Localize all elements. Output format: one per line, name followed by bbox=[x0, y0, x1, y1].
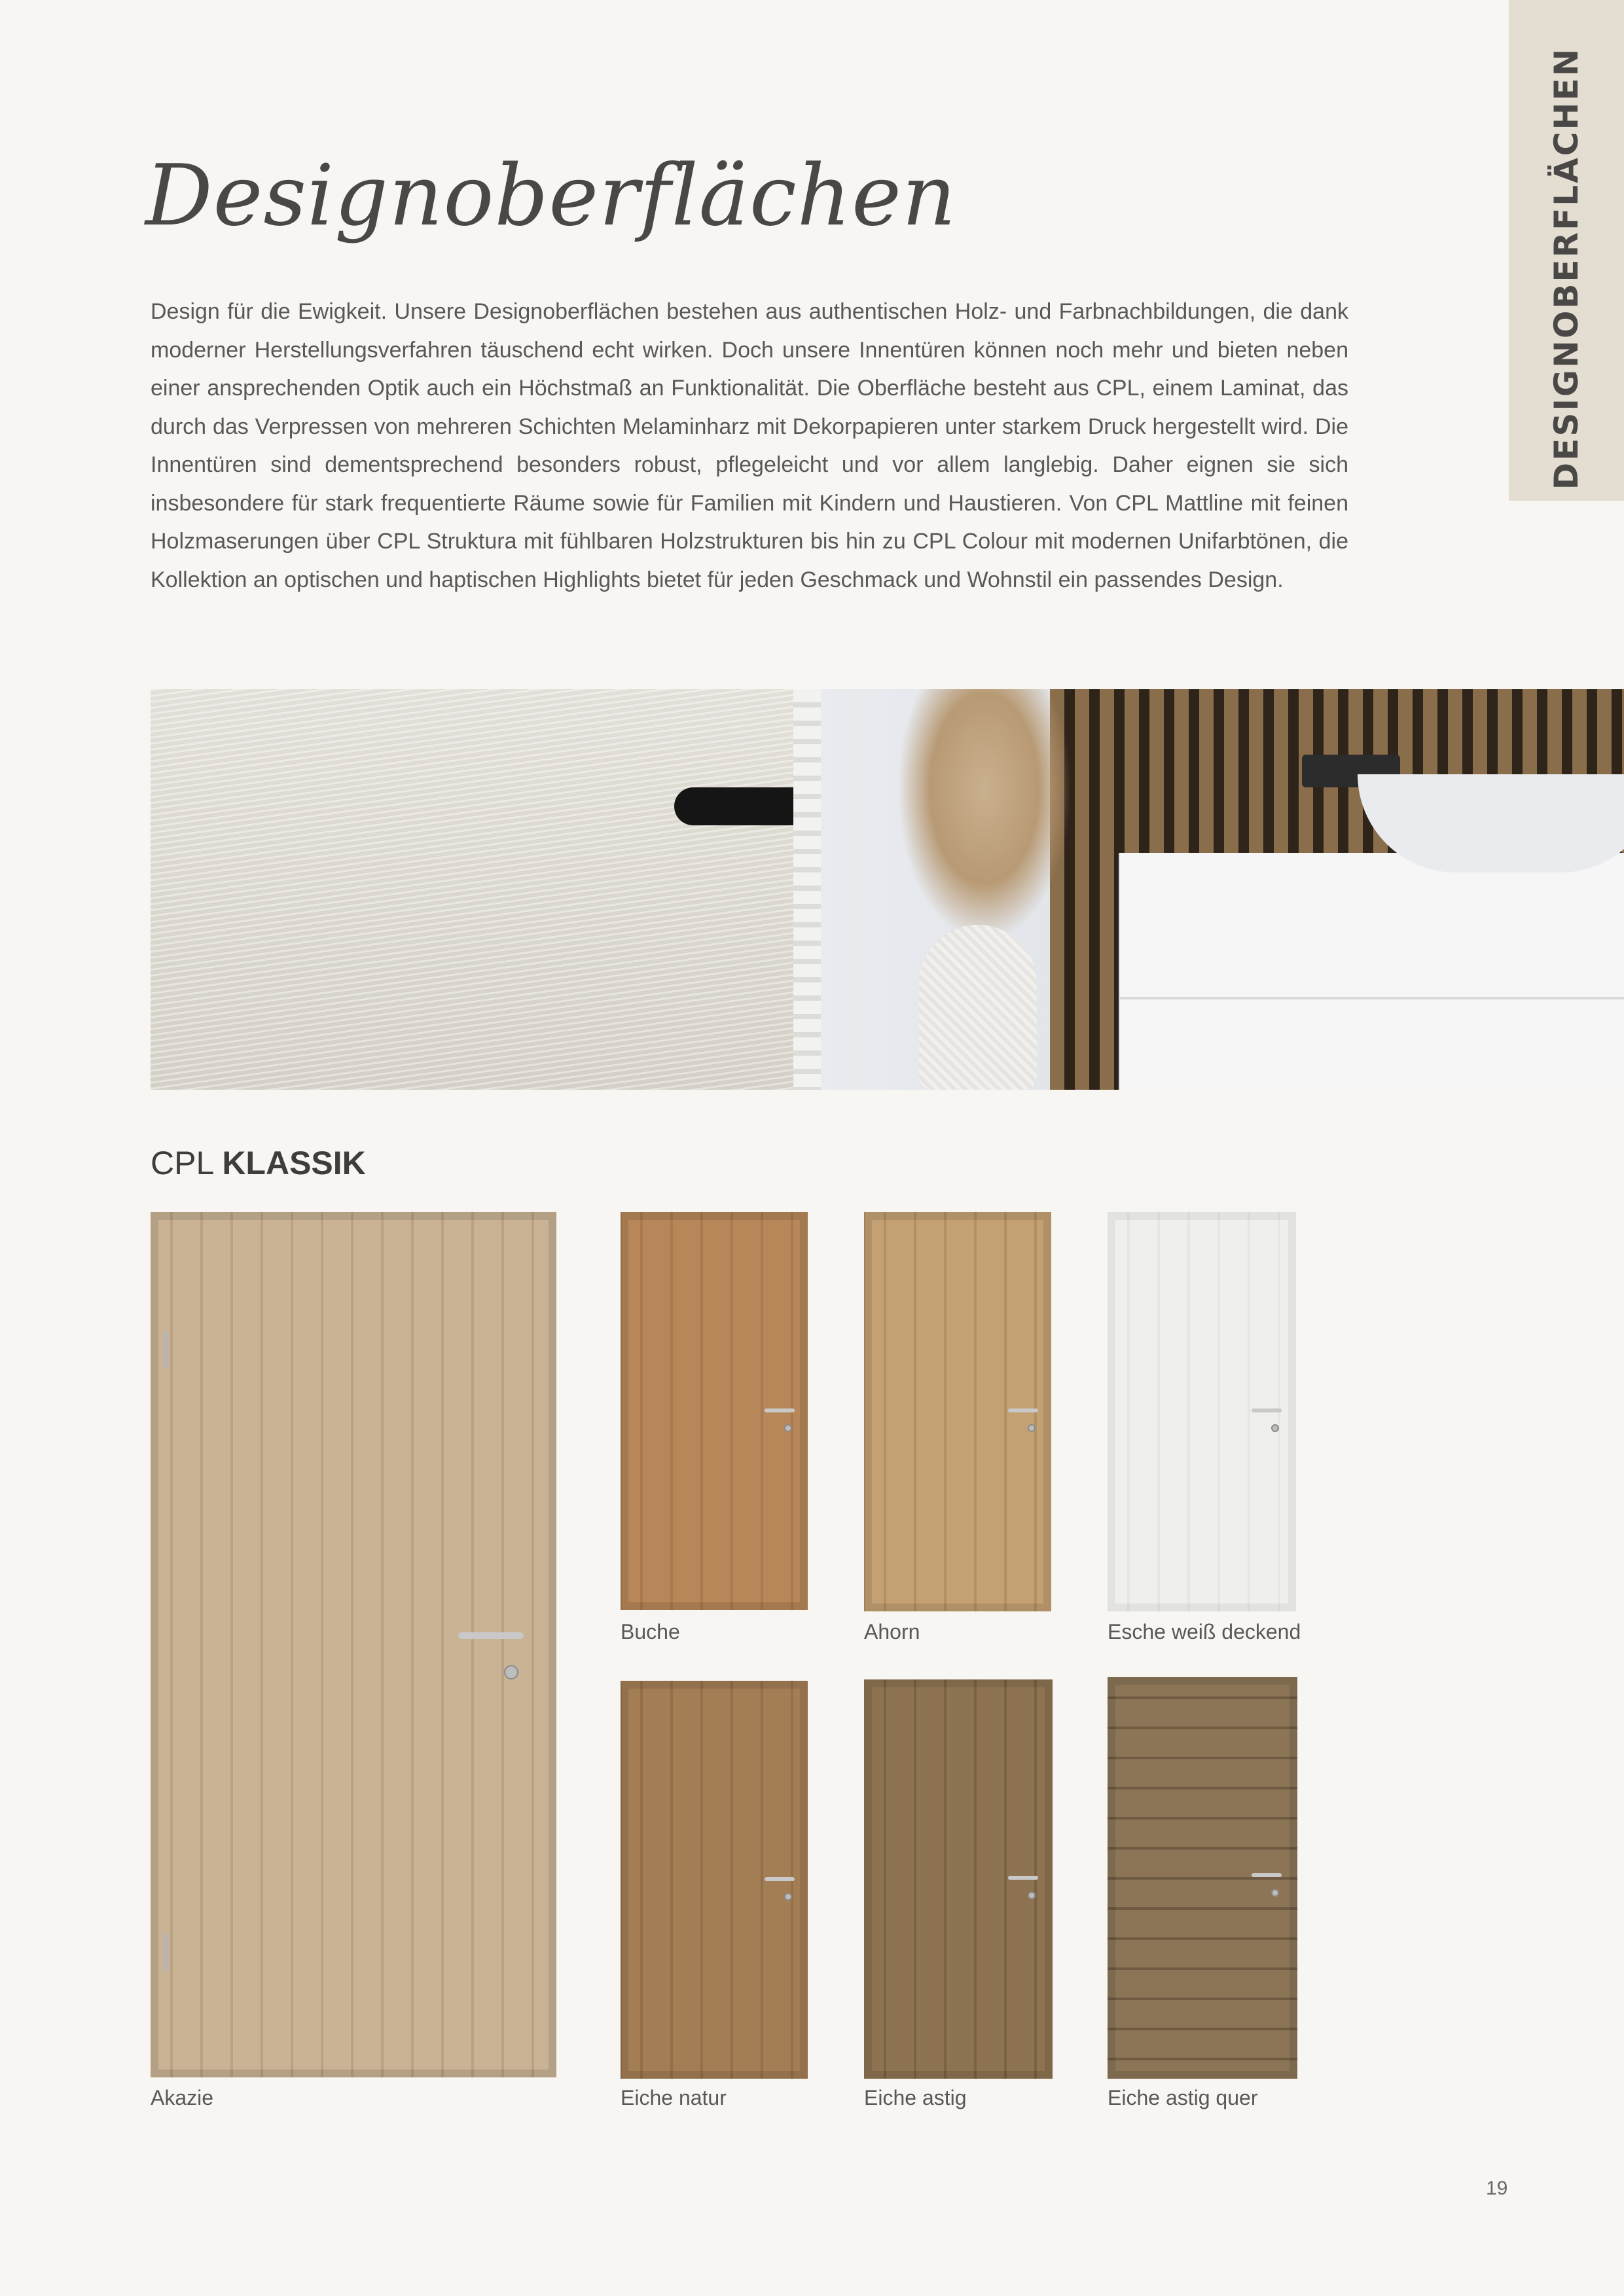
pampas-grass bbox=[899, 689, 1070, 938]
door-lock bbox=[1271, 1889, 1279, 1897]
caption-buche: Buche bbox=[621, 1620, 680, 1643]
door-handle bbox=[458, 1632, 524, 1639]
door-handle bbox=[765, 1877, 795, 1881]
door-swatch-eiche-astig bbox=[864, 1679, 1053, 2079]
intro-paragraph: Design für die Ewigkeit. Unsere Designoberflächen bestehen aus authentischen Holz- und Farbnachbildungen, die dank moderner Herstellungsverfahren täuschend echt wirken. Doch unsere Innentüren können noch mehr und bieten neben einer ansprechenden Optik auch ein Höchstmaß an Funktionalität. Die Oberfläche besteht aus CPL, einem Laminat, das durch das Verpressen von mehreren Schichten Melaminharz mit Dekorpapieren unter starkem Druck hergestellt wird. Die Innentüren sind dementsprechend besonders robust, pflegeleicht und vor allem langlebig. Daher eignen sie sich insbesondere für stark frequentierte Räume sowie für Familien mit Kindern und Haustieren. Von CPL Mattline mit feinen Holzmaserungen über CPL Struktura mit fühlbaren Holzstrukturen bis hin zu CPL Colour mit modernen Unifarbtönen, die Kollektion an optischen und haptischen Highlights bietet für jeden Geschmack und Wohnstil ein passendes Design. bbox=[151, 299, 1348, 592]
door-lock bbox=[1028, 1892, 1036, 1899]
door-swatch-ahorn bbox=[864, 1212, 1051, 1611]
door-handle bbox=[1008, 1876, 1038, 1880]
caption-eiche-astig: Eiche astig bbox=[864, 2086, 967, 2109]
door-lock bbox=[784, 1424, 792, 1432]
door-lock bbox=[1028, 1424, 1036, 1432]
section-heading bbox=[151, 1144, 366, 1182]
door-swatch-esche-weiss bbox=[1108, 1212, 1296, 1611]
caption-eiche-natur: Eiche natur bbox=[621, 2086, 727, 2109]
door-swatch-buche bbox=[621, 1212, 808, 1610]
door-lock bbox=[784, 1893, 792, 1901]
door-swatch-akazie bbox=[151, 1212, 556, 2077]
hinge bbox=[164, 1933, 168, 1971]
bathroom-photo bbox=[821, 689, 1624, 1090]
caption-eiche-astig-quer: Eiche astig quer bbox=[1108, 2086, 1258, 2109]
door-handle bbox=[1008, 1408, 1038, 1412]
door-swatch-eiche-astig-quer bbox=[1108, 1677, 1297, 2079]
side-tab bbox=[1509, 0, 1624, 501]
door-handle bbox=[1252, 1873, 1282, 1877]
door-handle bbox=[1252, 1408, 1282, 1412]
door-lever bbox=[674, 787, 793, 825]
caption-esche-weiss-deckend: Esche weiß deckend bbox=[1108, 1620, 1301, 1643]
door-handle-photo bbox=[151, 689, 793, 1090]
page-title: Designoberflächen bbox=[145, 147, 957, 245]
page-number: 19 bbox=[1486, 2178, 1508, 2199]
caption-ahorn: Ahorn bbox=[864, 1620, 920, 1643]
side-tab-label: DESIGNOBERFLÄCHEN bbox=[1547, 46, 1585, 490]
door-lock bbox=[1271, 1424, 1279, 1432]
section-name: KLASSIK bbox=[222, 1145, 366, 1181]
vase bbox=[919, 925, 1037, 1090]
door-handle bbox=[765, 1408, 795, 1412]
door-lock bbox=[504, 1665, 518, 1679]
section-prefix: CPL bbox=[151, 1145, 213, 1181]
door-edge-strip bbox=[793, 689, 821, 1090]
caption-akazie: Akazie bbox=[151, 2086, 214, 2109]
door-swatch-eiche-natur bbox=[621, 1681, 808, 2079]
vanity-shelf bbox=[1119, 997, 1624, 999]
vanity-cabinet bbox=[1119, 853, 1624, 1090]
hinge bbox=[164, 1331, 168, 1369]
